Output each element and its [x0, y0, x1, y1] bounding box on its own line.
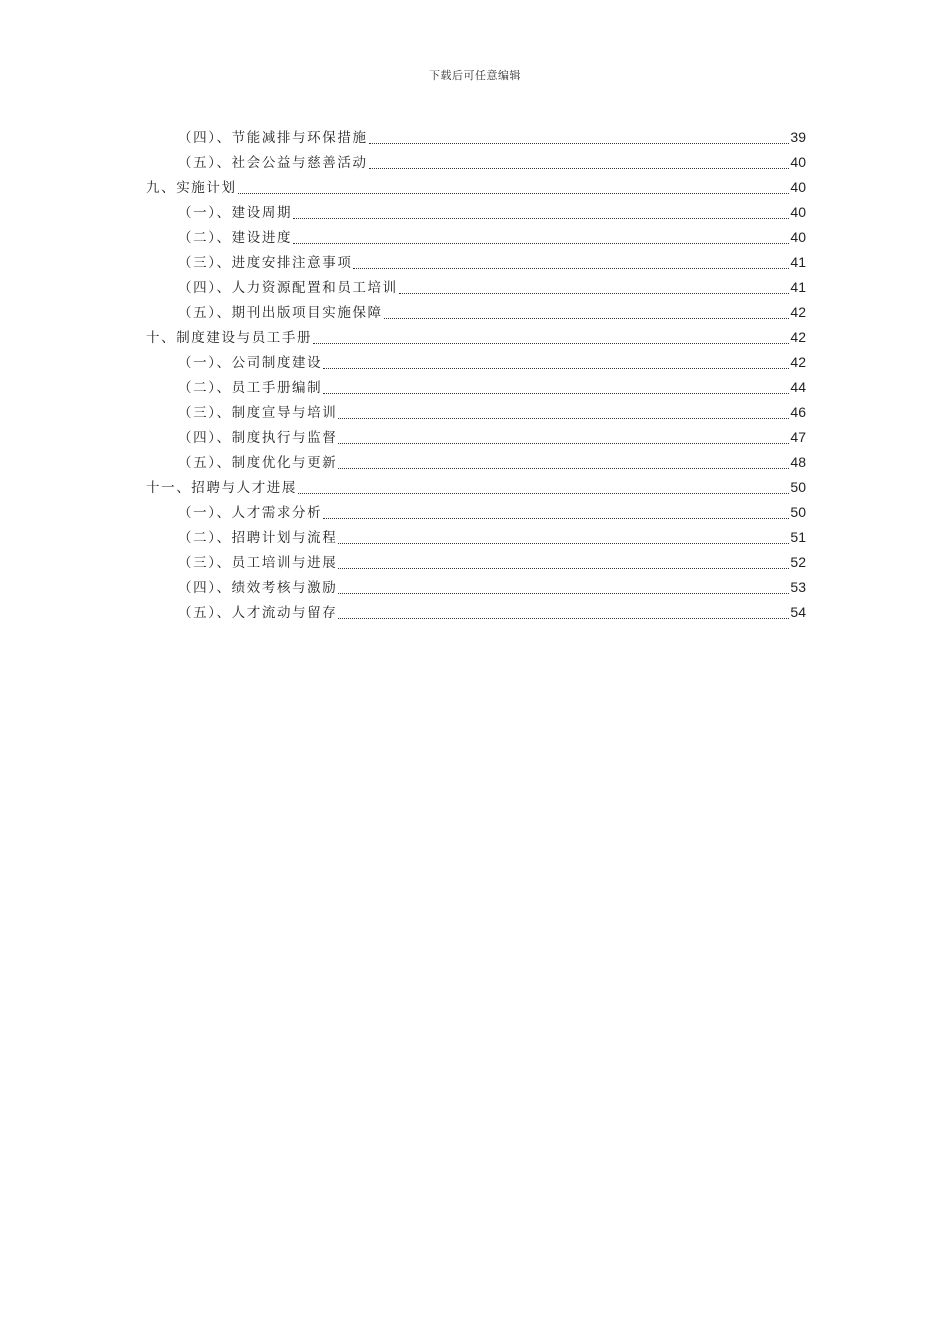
toc-entry-title: （三）、员工培训与进展	[178, 555, 338, 571]
toc-dot-leader	[338, 418, 789, 419]
toc-dot-leader	[323, 368, 789, 369]
toc-page-number: 40	[790, 204, 806, 220]
toc-page-number: 44	[790, 379, 806, 395]
toc-chapter-entry[interactable]	[146, 325, 806, 350]
toc-section-entry[interactable]	[146, 150, 806, 175]
toc-section-entry[interactable]	[146, 125, 806, 150]
toc-entry-title: （三）、进度安排注意事项	[178, 255, 353, 271]
toc-section-entry[interactable]	[146, 575, 806, 600]
toc-section-entry[interactable]	[146, 600, 806, 625]
toc-section-entry[interactable]	[146, 225, 806, 250]
toc-page-number: 41	[790, 254, 806, 270]
toc-dot-leader	[238, 193, 790, 194]
toc-entry-title: （二）、员工手册编制	[178, 380, 323, 396]
toc-entry-title: （五）、人才流动与留存	[178, 605, 338, 621]
toc-dot-leader	[338, 468, 789, 469]
toc-dot-leader	[338, 593, 789, 594]
toc-entry-title: 十一、招聘与人才进展	[146, 480, 297, 496]
toc-entry-title: （五）、制度优化与更新	[178, 455, 338, 471]
toc-entry-title: 九、实施计划	[146, 180, 237, 196]
toc-section-entry[interactable]	[146, 275, 806, 300]
table-of-contents	[146, 125, 806, 625]
toc-dot-leader	[313, 343, 789, 344]
toc-entry-title: （四）、制度执行与监督	[178, 430, 338, 446]
toc-dot-leader	[338, 618, 789, 619]
toc-section-entry[interactable]	[146, 250, 806, 275]
toc-page-number: 51	[790, 529, 806, 545]
toc-page-number: 40	[790, 179, 806, 195]
toc-dot-leader	[293, 218, 789, 219]
toc-entry-title: （四）、人力资源配置和员工培训	[178, 280, 398, 296]
toc-entry-title: （二）、招聘计划与流程	[178, 530, 338, 546]
toc-section-entry[interactable]	[146, 400, 806, 425]
toc-section-entry[interactable]	[146, 550, 806, 575]
toc-dot-leader	[338, 443, 789, 444]
toc-section-entry[interactable]	[146, 200, 806, 225]
toc-entry-title: （四）、节能减排与环保措施	[178, 130, 368, 146]
toc-entry-title: （五）、期刊出版项目实施保障	[178, 305, 383, 321]
toc-dot-leader	[323, 518, 789, 519]
toc-page-number: 42	[790, 354, 806, 370]
toc-page-number: 40	[790, 229, 806, 245]
toc-dot-leader	[323, 393, 789, 394]
toc-dot-leader	[369, 168, 790, 169]
toc-page-number: 41	[790, 279, 806, 295]
toc-dot-leader	[353, 268, 789, 269]
toc-entry-title: （五）、社会公益与慈善活动	[178, 155, 368, 171]
toc-section-entry[interactable]	[146, 425, 806, 450]
toc-page-number: 50	[790, 504, 806, 520]
toc-page-number: 47	[790, 429, 806, 445]
toc-page-number: 46	[790, 404, 806, 420]
toc-chapter-entry[interactable]	[146, 475, 806, 500]
toc-section-entry[interactable]	[146, 450, 806, 475]
toc-entry-title: 十、制度建设与员工手册	[146, 330, 313, 346]
toc-page-number: 40	[790, 154, 806, 170]
page-header: 下载后可任意编辑	[429, 69, 521, 82]
toc-section-entry[interactable]	[146, 300, 806, 325]
toc-chapter-entry[interactable]	[146, 175, 806, 200]
toc-page-number: 42	[790, 329, 806, 345]
toc-dot-leader	[293, 243, 789, 244]
toc-page-number: 48	[790, 454, 806, 470]
toc-entry-title: （二）、建设进度	[178, 230, 293, 246]
toc-page-number: 53	[790, 579, 806, 595]
toc-dot-leader	[338, 543, 789, 544]
toc-dot-leader	[384, 318, 790, 319]
toc-entry-title: （一）、建设周期	[178, 205, 293, 221]
toc-entry-title: （一）、人才需求分析	[178, 505, 323, 521]
toc-section-entry[interactable]	[146, 375, 806, 400]
toc-entry-title: （四）、绩效考核与激励	[178, 580, 338, 596]
toc-section-entry[interactable]	[146, 350, 806, 375]
toc-dot-leader	[399, 293, 790, 294]
toc-section-entry[interactable]	[146, 525, 806, 550]
toc-page-number: 52	[790, 554, 806, 570]
toc-dot-leader	[298, 493, 789, 494]
toc-dot-leader	[338, 568, 789, 569]
toc-section-entry[interactable]	[146, 500, 806, 525]
toc-dot-leader	[369, 143, 790, 144]
toc-page-number: 42	[790, 304, 806, 320]
toc-page-number: 54	[790, 604, 806, 620]
toc-entry-title: （一）、公司制度建设	[178, 355, 323, 371]
toc-entry-title: （三）、制度宣导与培训	[178, 405, 338, 421]
toc-page-number: 50	[790, 479, 806, 495]
toc-page-number: 39	[790, 129, 806, 145]
